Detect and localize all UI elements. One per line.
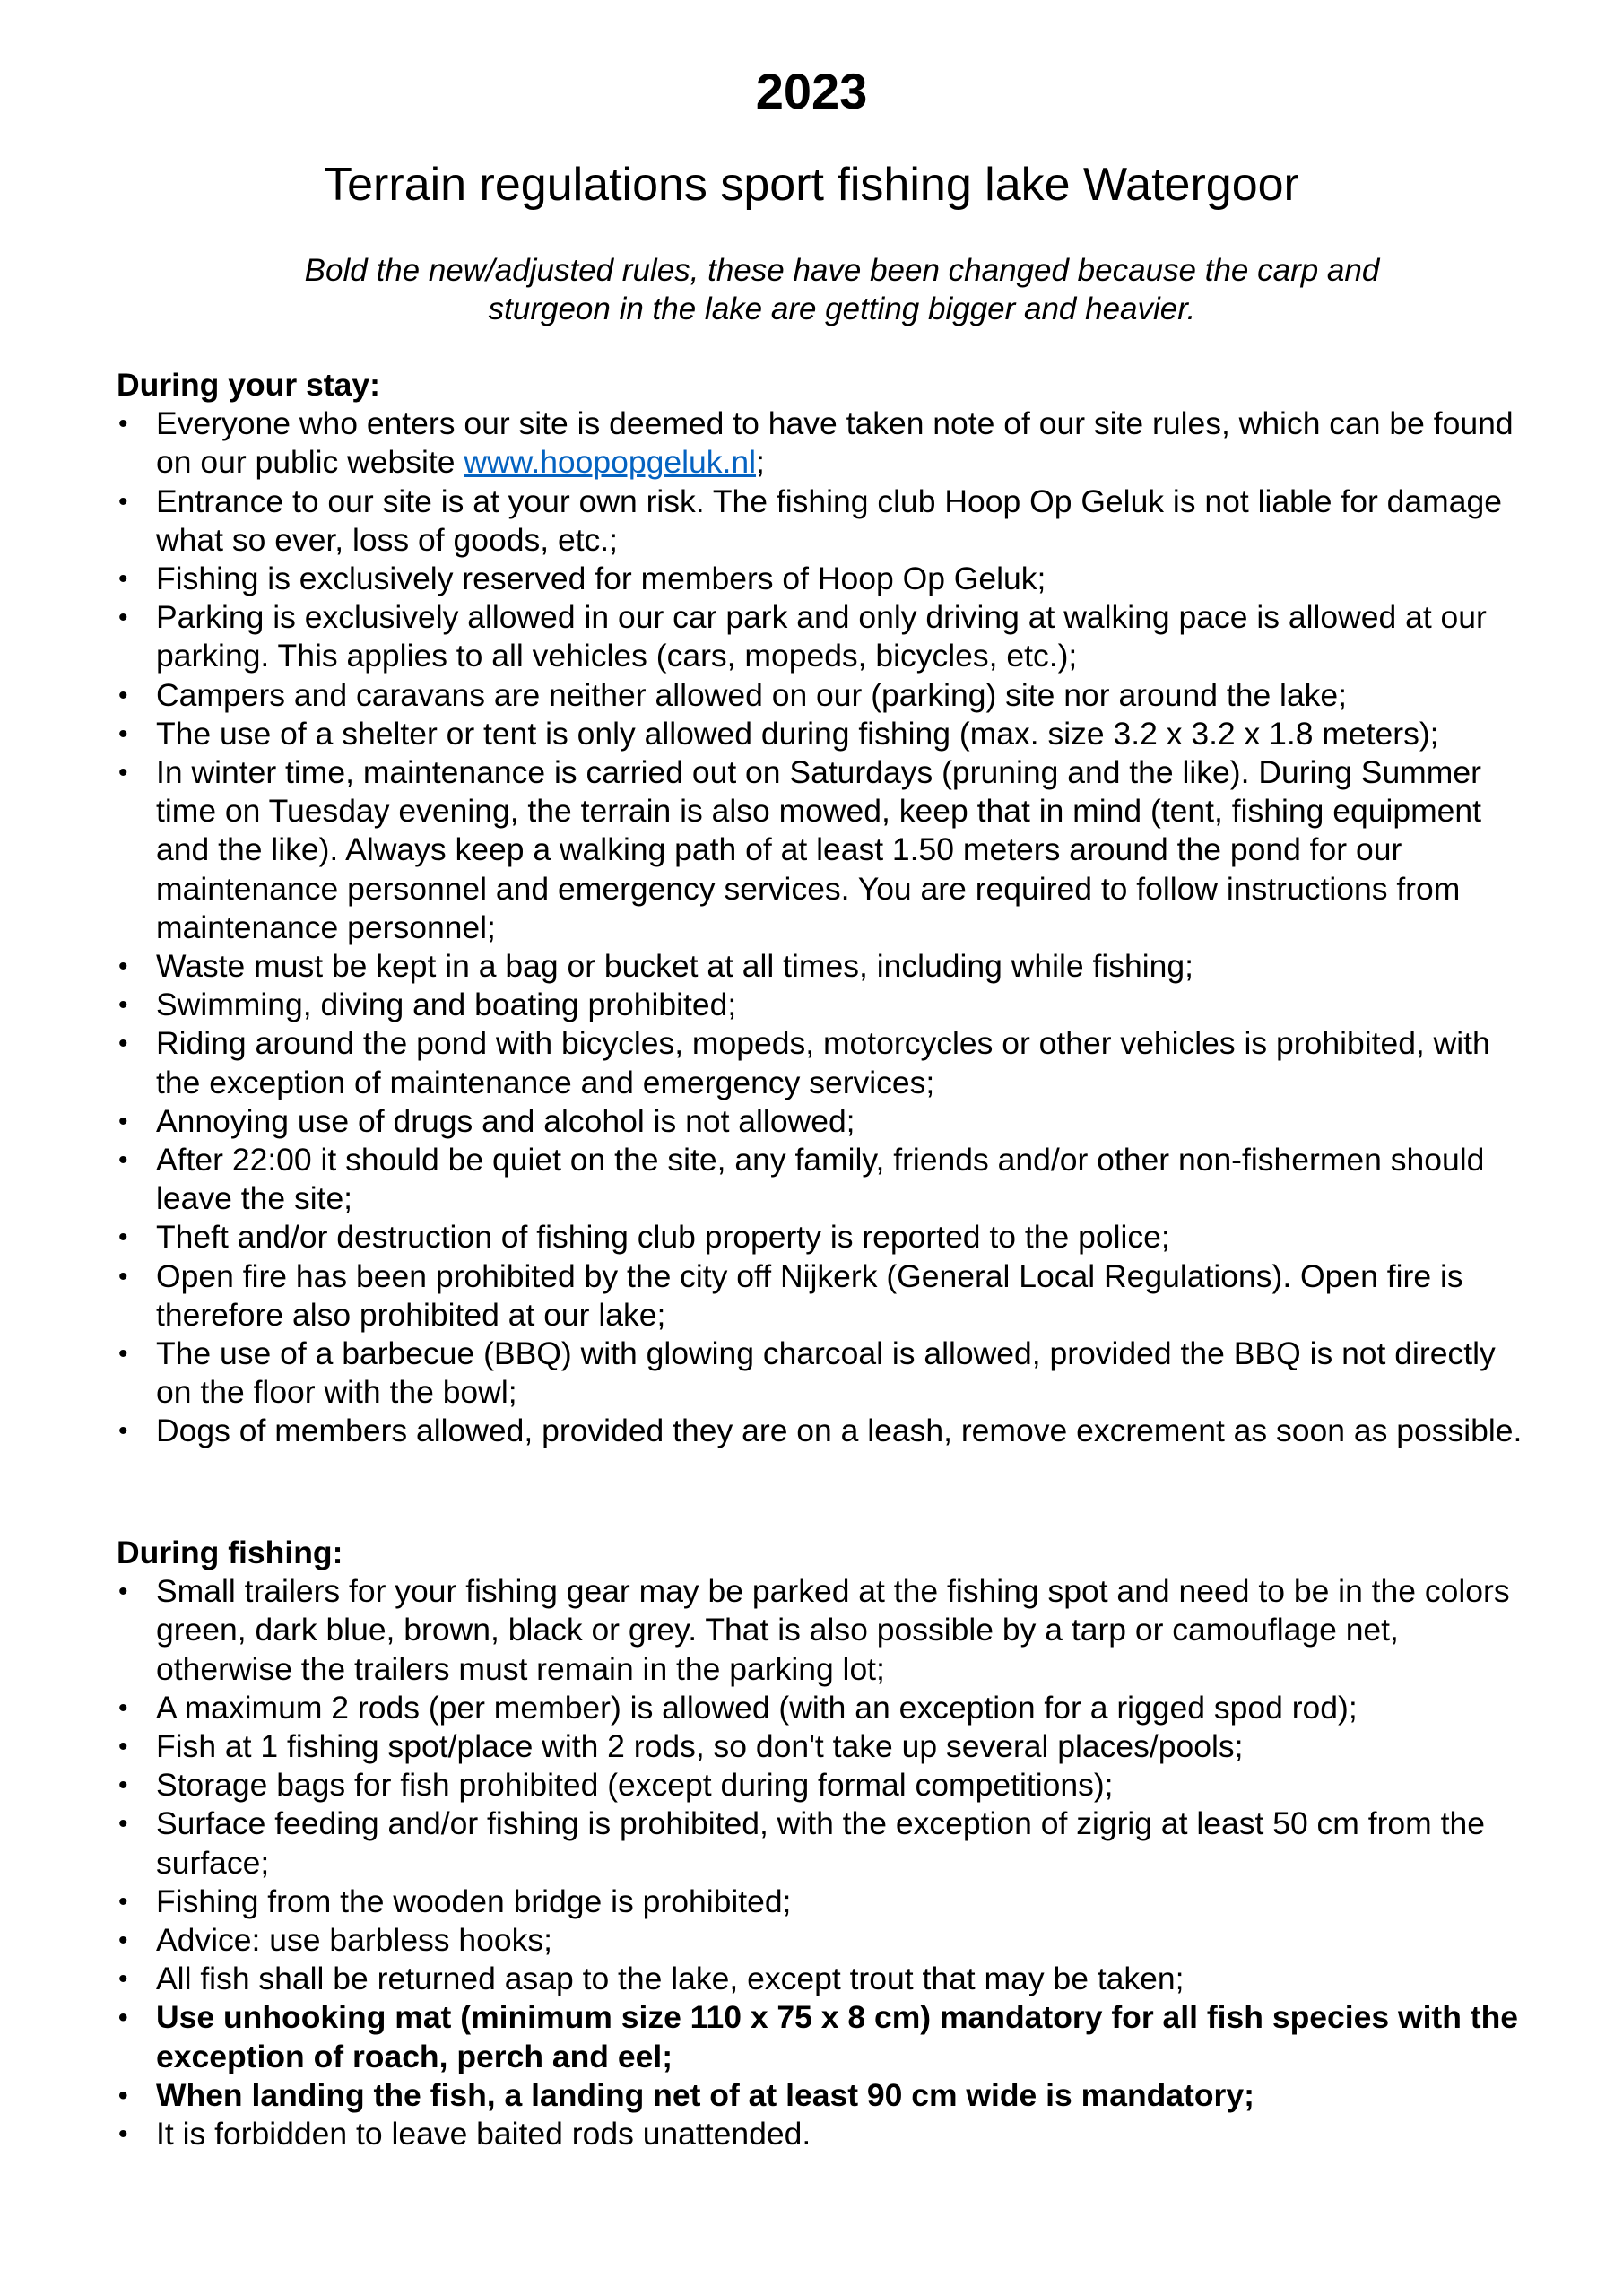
list-item (117, 1883, 1533, 1921)
list-item (117, 1024, 1533, 1101)
intro-note: Bold the new/adjusted rules, these have been changed because the carp and sturgeon in the lake are getting bigger and heavier. (304, 253, 1380, 326)
bullet-icon: • (118, 718, 128, 749)
rule-text: It is forbidden to leave baited rods unattended. (156, 2116, 812, 2152)
bullet-icon: • (118, 2003, 128, 2033)
bullet-icon: • (118, 1732, 128, 1762)
list-item (117, 947, 1533, 986)
rule-text: Entrance to our site is at your own risk. The fishing club Hoop Op Geluk is not liable for damage what so ever, loss of goods, etc.; (156, 483, 1502, 558)
list-item (117, 1960, 1533, 1998)
bullet-icon: • (118, 1809, 128, 1839)
list-item (117, 1572, 1533, 1689)
rule-text: A maximum 2 rods (per member) is allowed (with an exception for a rigged spod rod); (156, 1689, 1358, 1726)
rule-text: Riding around the pond with bicycles, mopeds, motorcycles or other vehicles is prohibited, with the exception of maintenance and emergency services; (156, 1025, 1490, 1100)
rule-text: All fish shall be returned asap to the lake, except trout that may be taken; (156, 1961, 1185, 1997)
bullet-icon: • (118, 2119, 128, 2150)
bullet-icon: • (118, 2080, 128, 2110)
bullet-icon: • (118, 1222, 128, 1253)
list-item-new-rule (117, 1998, 1533, 2075)
rule-text: Annoying use of drugs and alcohol is not allowed; (156, 1102, 855, 1139)
section-during-stay (117, 366, 1533, 1451)
rule-text: In winter time, maintenance is carried out on Saturdays (pruning and the like). During Summer time on Tuesday evening, the terrain is also mowed, keep that in mind (tent, fishing equipment and the like). Always keep a walking path of at least 1.50 meters around the pond for our maintenance personnel and emergency services. You are required to follow instructions from maintenance personnel; (156, 754, 1482, 945)
rule-text: The use of a barbecue (BBQ) with glowing charcoal is allowed, provided the BBQ is not directly on the floor with the bowl; (156, 1335, 1496, 1411)
section-heading-fishing: During fishing: (117, 1535, 343, 1570)
list-item (117, 1727, 1533, 1766)
list-item (117, 598, 1533, 675)
rule-text: Waste must be kept in a bag or bucket at all times, including while fishing; (156, 948, 1193, 985)
bullet-icon: • (118, 409, 128, 439)
bullet-icon: • (118, 1692, 128, 1723)
list-item (117, 1689, 1533, 1727)
list-item (117, 715, 1533, 753)
list-item-new-rule (117, 2076, 1533, 2115)
rule-text: Theft and/or destruction of fishing club property is reported to the police; (156, 1219, 1170, 1256)
list-item (117, 1805, 1533, 1882)
stay-rules-list (117, 404, 1533, 1450)
bullet-icon: • (118, 603, 128, 633)
bullet-icon: • (118, 990, 128, 1021)
rule-text: The use of a shelter or tent is only allowed during fishing (max. size 3.2 x 3.2 x 1.8 meters); (156, 715, 1439, 752)
rule-text: After 22:00 it should be quiet on the site, any family, friends and/or other non-fishermen should leave the site; (156, 1142, 1485, 1217)
list-item (117, 1335, 1533, 1412)
rule-text: Surface feeding and/or fishing is prohibited, with the exception of zigrig at least 50 cm from the surface; (156, 1805, 1485, 1881)
rule-text: Small trailers for your fishing gear may be parked at the fishing spot and need to be in the colors green, dark blue, brown, black or grey. That is also possible by a tarp or camouflage net, otherwise the trailers must remain in the parking lot; (156, 1573, 1510, 1687)
rule-text: Open fire has been prohibited by the city off Nijkerk (General Local Regulations). Open fire is therefore also prohibited at our lake; (156, 1257, 1463, 1333)
rule-text: Dogs of members allowed, provided they are on a leash, remove excrement as soon as possible. (156, 1413, 1523, 1449)
list-item (117, 1766, 1533, 1805)
list-item (117, 753, 1533, 947)
list-item (117, 676, 1533, 715)
rule-text: Fishing is exclusively reserved for members of Hoop Op Geluk; (156, 561, 1046, 597)
rule-text: Parking is exclusively allowed in our car park and only driving at walking pace is allowed at our parking. This applies to all vehicles (cars, mopeds, bicycles, etc.); (156, 599, 1487, 674)
rule-text: Campers and caravans are neither allowed on our (parking) site nor around the lake; (156, 676, 1348, 713)
rule-text: Advice: use barbless hooks; (156, 1922, 553, 1959)
rule-text: Everyone who enters our site is deemed to have taken note of our site rules, which can be found on our public website (156, 405, 1514, 481)
bullet-icon: • (118, 1964, 128, 1995)
document-year: 2023 (755, 63, 868, 119)
bullet-icon: • (118, 1770, 128, 1801)
list-item (117, 1218, 1533, 1257)
bullet-icon: • (118, 1339, 128, 1370)
list-item (117, 483, 1533, 560)
bullet-icon: • (118, 486, 128, 517)
bullet-icon: • (118, 1029, 128, 1059)
list-item (117, 1921, 1533, 1960)
rule-text: Fishing from the wooden bridge is prohibited; (156, 1883, 792, 1919)
bullet-icon: • (118, 1261, 128, 1292)
bullet-icon: • (118, 1145, 128, 1176)
section-heading-stay: During your stay: (117, 367, 380, 403)
bullet-icon: • (118, 680, 128, 710)
bullet-icon: • (118, 1886, 128, 1917)
list-item (117, 404, 1533, 482)
bullet-icon: • (118, 564, 128, 595)
list-item (117, 1257, 1533, 1335)
list-item (117, 2115, 1533, 2153)
rule-text-end: ; (756, 444, 765, 481)
list-item (117, 986, 1533, 1024)
document-title: Terrain regulations sport fishing lake Watergoor (324, 159, 1299, 211)
bullet-icon: • (118, 1926, 128, 1956)
bullet-icon: • (118, 1577, 128, 1607)
fishing-rules-list (117, 1572, 1533, 2153)
bullet-icon: • (118, 758, 128, 788)
rule-text: When landing the fish, a landing net of at least 90 cm wide is mandatory; (156, 2076, 1254, 2113)
bullet-icon: • (118, 952, 128, 982)
website-link[interactable]: www.hoopopgeluk.nl (464, 444, 757, 481)
bullet-icon: • (118, 1416, 128, 1447)
list-item (117, 1412, 1533, 1450)
rule-text: Swimming, diving and boating prohibited; (156, 987, 737, 1023)
rule-text: Use unhooking mat (minimum size 110 x 75 x 8 cm) mandatory for all fish species with the exception of roach, perch and eel; (156, 1999, 1519, 2074)
bullet-icon: • (118, 1106, 128, 1136)
rule-text: Storage bags for fish prohibited (except during formal competitions); (156, 1767, 1114, 1804)
section-during-fishing (117, 1534, 1533, 2153)
list-item (117, 560, 1533, 598)
list-item (117, 1102, 1533, 1141)
list-item (117, 1141, 1533, 1218)
rule-text: Fish at 1 fishing spot/place with 2 rods, so don't take up several places/pools; (156, 1728, 1244, 1765)
